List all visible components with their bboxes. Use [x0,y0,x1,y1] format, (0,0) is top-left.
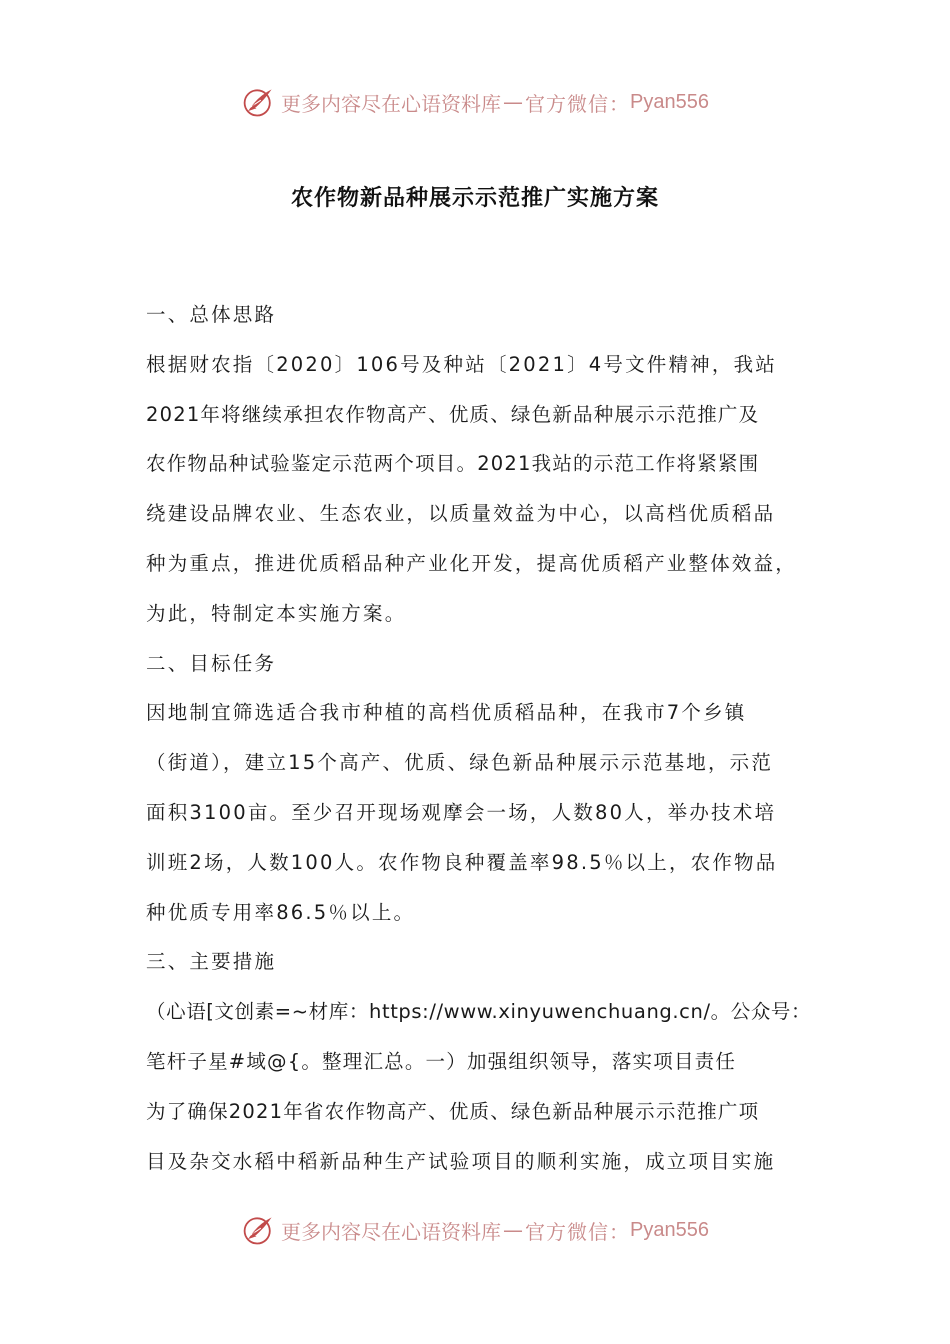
paragraph-line: 2021年将继续承担农作物高产、优质、绿色新品种展示示范推广及 [146,402,760,426]
svg-text:e: e [251,101,257,112]
svg-text:e: e [251,1229,257,1240]
watermark-text: 更多内容尽在心语资料库 [281,91,502,116]
document-body [146,290,826,1186]
watermark-header [0,80,950,124]
quill-logo-icon [241,84,277,120]
paragraph-line: 目及杂交水稻中稻新品种生产试验项目的顺利实施，成立项目实施 [146,1149,776,1173]
paragraph-line: 种为重点，推进优质稻品种产业化开发，提高优质稻产业整体效益， [146,551,798,575]
watermark-wechat-id: Pyan556 [630,90,709,113]
watermark-wechat-id: Pyan556 [630,1218,709,1241]
section-heading-3: 三、主要措施 [146,950,277,974]
watermark-dash: — [503,90,524,114]
paragraph-line: 训班2场，人数100人。农作物良种覆盖率98.5％以上，农作物品 [146,850,778,874]
document-title: 农作物新品种展示示范推广实施方案 [290,185,659,211]
paragraph-line: 为此，特制定本实施方案。 [146,601,407,625]
paragraph-line: 农作物品种试验鉴定示范两个项目。2021我站的示范工作将紧紧围 [146,452,760,476]
paragraph-line: 种优质专用率86.5％以上。 [146,900,416,924]
watermark-label: 官方微信： [525,1219,631,1244]
section-heading-2: 二、目标任务 [146,651,277,675]
watermark-footer [0,1208,950,1252]
paragraph-line: 笔杆子星#域@{。整理汇总。一）加强组织领导，落实项目责任 [146,1049,737,1073]
watermark-dash: — [503,1218,524,1242]
watermark-label: 官方微信： [525,91,631,116]
paragraph-line: 面积3100亩。至少召开现场观摩会一场，人数80人，举办技术培 [146,800,777,824]
paragraph-line: 绕建设品牌农业、生态农业，以质量效益为中心，以高档优质稻品 [146,502,776,526]
paragraph-line: 因地制宜筛选适合我市种植的高档优质稻品种，在我市7个乡镇 [146,701,747,725]
watermark-text: 更多内容尽在心语资料库 [281,1219,502,1244]
paragraph-line: （街道），建立15个高产、优质、绿色新品种展示示范基地，示范 [146,751,774,775]
quill-logo-icon [241,1212,277,1248]
paragraph-line: 根据财农指〔2020〕106号及种站〔2021〕4号文件精神，我站 [146,352,777,376]
section-heading-1: 一、总体思路 [146,303,277,326]
paragraph-line: （心语[文创素=~材库：https://www.xinyuwenchuang.cn/。公众号： [146,1000,812,1024]
paragraph-line: 为了确保2021年省农作物高产、优质、绿色新品种展示示范推广项 [146,1099,760,1123]
